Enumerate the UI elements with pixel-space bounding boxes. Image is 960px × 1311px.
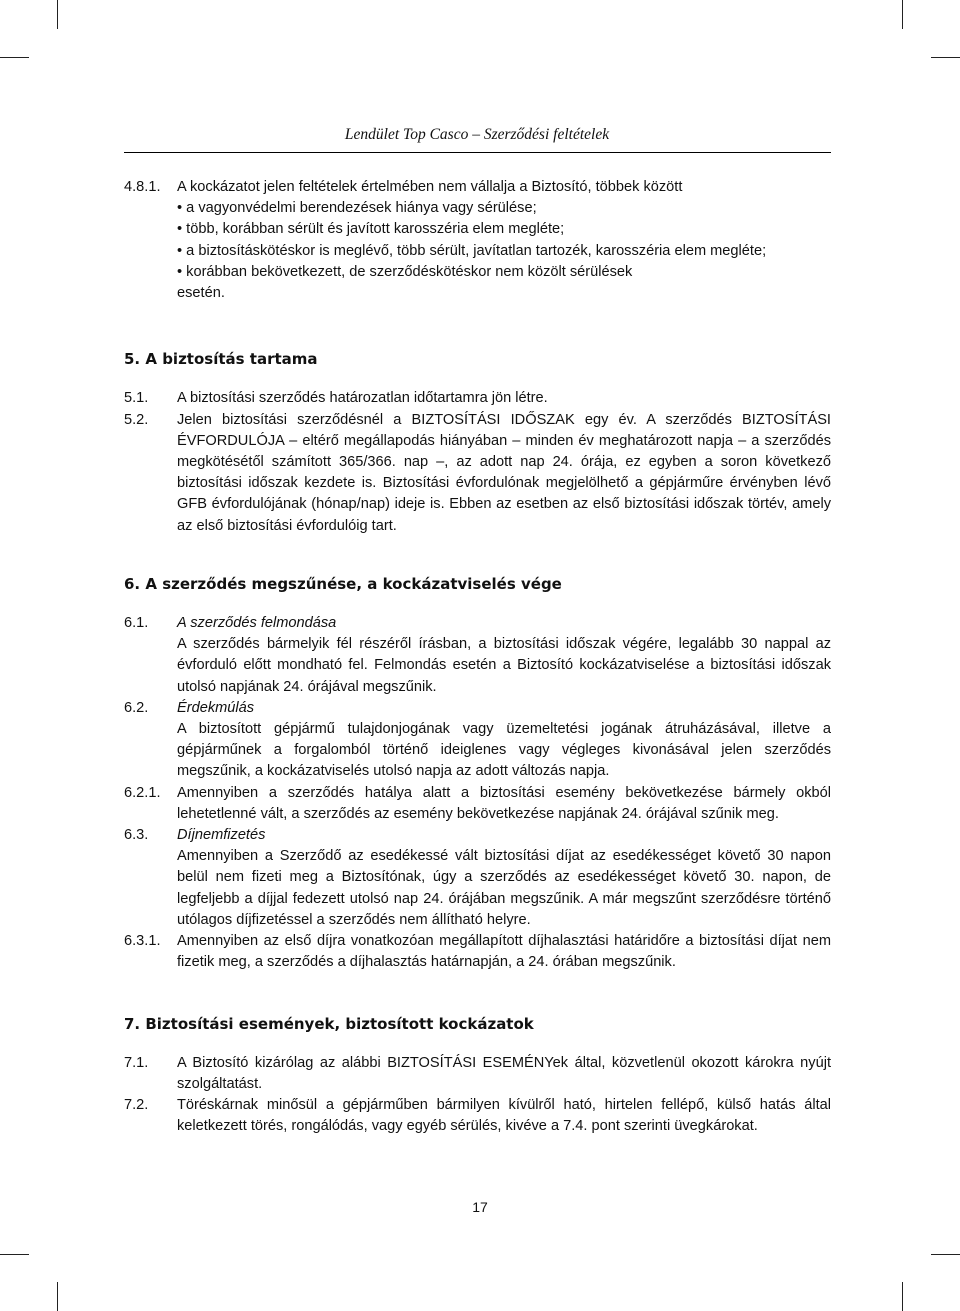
clause-number: 7.2. [124, 1097, 149, 1114]
crop-mark [931, 57, 960, 58]
crop-mark [57, 0, 58, 29]
running-header: Lendület Top Casco – Szerződési feltételek [344, 126, 610, 143]
clause-7-1 [124, 1053, 831, 1095]
clause-5-1 [124, 388, 831, 409]
clause-text: Amennyiben a Szerződő az esedékessé vált biztosítási díjat az esedékességet követő 30 napon belül nem fizeti meg a Biztosítónak, úgy a szerződés az esedékességet követő 30. napon, de legfeljebb a díjjal fedezett utolsó nap 24. órájában megszűnik. A már megszűnt szerződésre történő utólagos díjfizetéssel a szerződés nem állítható helyre. [177, 848, 831, 928]
crop-mark [902, 1282, 903, 1311]
clause-number: 6.3.1. [124, 933, 161, 950]
clause-text: A biztosítási szerződés határozatlan időtartamra jön létre. [177, 390, 548, 407]
clause-number: 5.1. [124, 390, 149, 407]
crop-mark [902, 0, 903, 29]
crop-mark [0, 1254, 29, 1255]
clause-body [177, 825, 831, 931]
clause-text: Jelen biztosítási szerződésnél a BIZTOSÍTÁSI IDŐSZAK egy év. A szerződés BIZTOSÍTÁSI ÉVFORDULÓJA – eltérő megállapodás hiányában – minden év meghatározott napja – a szerződés megkötésétől számított 365/366. nap –, az adott nap 24. órája, ez egyben a soron következő biztosítási időszak kezdete is. Biztosítási évfordulónak megjelölhető a gépjárműre érvényben lévő GFB évfordulójának (hónap/nap) ideje is. Ebben az esetben az első biztosítási időszak törtév, amely az első biztosítási évfordulóig tart. [177, 411, 831, 534]
clause-number: 4.8.1. [124, 179, 161, 195]
section-heading-6: 6. A szerződés megszűnése, a kockázatviselés vége [124, 574, 562, 593]
clause-intro: A kockázatot jelen feltételek értelmében nem vállalja a Biztosító, többek között [177, 179, 683, 195]
clause-body [177, 698, 831, 783]
bullet-item: • több, korábban sérült és javított karosszéria elem megléte; [177, 221, 565, 238]
clause-7-2 [124, 1095, 831, 1137]
clause-number: 7.1. [124, 1054, 149, 1071]
bullet-item: • korábban bekövetkezett, de szerződéskötéskor nem közölt sérülések [177, 263, 633, 280]
clause-outro: esetén. [177, 285, 225, 302]
bullet-item: • a vagyonvédelmi berendezések hiánya vagy sérülése; [177, 200, 537, 217]
clause-6-2 [124, 698, 831, 783]
clause-title: Érdekmúlás [177, 699, 255, 716]
clause-text: A szerződés bármelyik fél részéről írásban, a biztosítási időszak végére, legalább 30 nappal az évforduló előtt mondható fel. Felmondás esetén a Biztosító kockázatviselése a biztosítási időszak utolsó napjának 24. órájával megszűnik. [177, 636, 831, 695]
clause-number: 6.2.1. [124, 784, 161, 801]
clause-text: Amennyiben az első díjra vonatkozóan megállapított díjhalasztási határidőre a biztosítási díjat nem fizetik meg, a szerződés a díjhalasztás határnapján, a 24. órában megszűnik. [177, 933, 831, 971]
clause-6-2-1 [124, 783, 831, 825]
clause-number: 6.1. [124, 615, 149, 632]
document-body [124, 177, 831, 1138]
clause-6-3 [124, 825, 831, 931]
clause-number: 6.2. [124, 699, 149, 716]
section-heading-7: 7. Biztosítási események, biztosított kockázatok [124, 1014, 534, 1033]
clause-number: 5.2. [124, 411, 149, 428]
clause-text: Töréskárnak minősül a gépjárműben bármilyen kívülről ható, hirtelen fellépő, külső hatás által keletkezett törés, rongálódás, vagy egyéb sérülés, kivéve a 7.4. pont szerinti üvegkárokat. [177, 1097, 831, 1135]
section-heading-5: 5. A biztosítás tartama [124, 350, 318, 369]
crop-mark [57, 1282, 58, 1311]
clause-6-1 [124, 613, 831, 698]
header-rule [124, 152, 831, 153]
crop-mark [0, 57, 29, 58]
page-number: 17 [472, 1199, 488, 1215]
clause-text: A Biztosító kizárólag az alábbi BIZTOSÍTÁSI ESEMÉNYek által, közvetlenül okozott károkra nyújt szolgáltatást. [177, 1054, 831, 1092]
clause-text: A biztosított gépjármű tulajdonjogának vagy üzemeltetési jogának átruházásával, illetve a gépjárműnek a forgalomból történő ideiglenes vagy végleges kivonásával jelen szerződés megszűnik, a kockázatviselés utolsó napja az adott változás napja. [177, 721, 831, 780]
clause-6-3-1 [124, 931, 831, 973]
clause-body [177, 613, 831, 698]
bullet-item: • a biztosításkötéskor is meglévő, több sérült, javítatlan tartozék, karosszéria elem megléte; [177, 242, 767, 259]
clause-4-8-1 [124, 177, 831, 304]
clause-title: Díjnemfizetés [177, 827, 266, 844]
clause-text: Amennyiben a szerződés hatálya alatt a biztosítási esemény bekövetkezése bármely okból lehetetlenné vált, a szerződés az esemény bekövetkezése napjának 24. órájával szűnik meg. [177, 784, 831, 822]
clause-title: A szerződés felmondása [177, 615, 337, 632]
crop-mark [931, 1254, 960, 1255]
clause-body [177, 177, 831, 304]
clause-5-2 [124, 410, 831, 537]
clause-number: 6.3. [124, 827, 149, 844]
